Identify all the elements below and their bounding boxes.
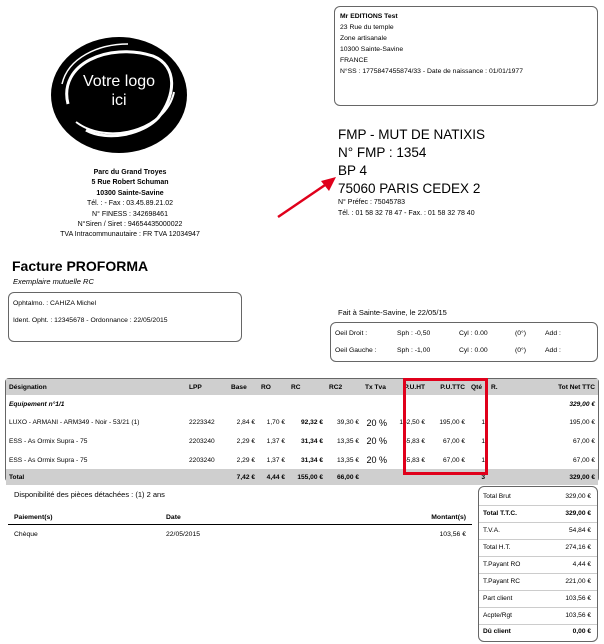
- cell-r: [488, 414, 512, 433]
- sender-finess: N° FINESS : 342698461: [92, 210, 168, 218]
- cell-lpp: 2203240: [189, 437, 215, 445]
- col-header: R.: [488, 379, 512, 395]
- total-ro: 4,44 €: [258, 469, 288, 485]
- client-ss: N°SS : 1775847455874/33 - Date de naissance : 01/01/1977: [340, 68, 523, 75]
- totals-box: [478, 486, 598, 642]
- cell-base: 2,84 €: [236, 419, 255, 427]
- col-header: RO: [258, 379, 288, 395]
- cell-lpp: 2203240: [189, 456, 215, 464]
- table-row: [8, 525, 472, 544]
- company-logo: [48, 34, 190, 156]
- cell-puht: 162,50 €: [399, 419, 425, 427]
- client-city: 10300 Sainte-Savine: [340, 46, 404, 53]
- cell-qte: 1: [481, 437, 485, 445]
- right-eye-axe: (0°): [515, 330, 527, 337]
- cell-rc2: 13,35 €: [337, 456, 359, 464]
- total-rc: 155,00 €: [288, 469, 326, 485]
- logo-line1: Votre logo: [82, 73, 156, 90]
- cell-rc: 31,34 €: [301, 437, 323, 445]
- invoice-date-line: Fait à Sainte-Savine, le 22/05/15: [338, 308, 447, 317]
- insurer-number: N° FMP : 1354: [338, 145, 427, 160]
- col-header: Paiement(s): [8, 510, 160, 525]
- col-header: LPP: [186, 379, 228, 395]
- total-base: 7,42 €: [228, 469, 258, 485]
- left-eye-sph: Sph : -1,00: [397, 347, 431, 354]
- cell-r: [488, 432, 512, 451]
- cell-qte: 1: [481, 419, 485, 427]
- items-table: [6, 379, 598, 485]
- table-total-row: [6, 469, 598, 485]
- insurer-prefec: N° Préfec : 75045783: [338, 199, 406, 206]
- cell-base: 2,29 €: [236, 437, 255, 445]
- cell-designation: LUXO - ARMANI - ARM349 - Noir - 53/21 (1): [9, 419, 140, 427]
- cell-rc2: 39,30 €: [337, 419, 359, 427]
- cell-ro: 1,37 €: [266, 456, 285, 464]
- client-country: FRANCE: [340, 57, 368, 64]
- right-eye-cyl: Cyl : 0.00: [459, 330, 488, 337]
- col-header: P.U.HT: [390, 379, 428, 395]
- payments-header-row: [8, 510, 472, 525]
- cell-tva: 20 %: [366, 436, 387, 447]
- total-net: 329,00 €: [512, 469, 598, 485]
- col-header: Montant(s): [315, 510, 472, 525]
- invoice-title: Facture PROFORMA: [12, 258, 149, 274]
- totals-row: Total Brut 329,00 €: [483, 493, 591, 500]
- cell-rc: 92,32 €: [301, 419, 323, 427]
- table-header-row: [6, 379, 598, 395]
- left-eye-axe: (0°): [515, 347, 527, 354]
- group-label: Equipement n°1/1: [9, 400, 65, 408]
- table-row: [6, 432, 598, 451]
- client-name: Mr EDITIONS Test: [340, 13, 398, 20]
- ophtalmologist-box: [8, 292, 242, 342]
- left-eye-add: Add :: [545, 347, 561, 354]
- group-total: 329,00 €: [569, 400, 595, 408]
- cell-lpp: 2223342: [189, 419, 215, 427]
- ophtalmologist-ident: Ident. Opht. : 12345678 - Ordonnance : 22/05/2015: [13, 317, 168, 324]
- payment-amount: 103,56 €: [439, 530, 466, 538]
- left-eye-label: Oeil Gauche :: [335, 347, 377, 354]
- sender-address: [40, 168, 220, 241]
- table-row: [6, 414, 598, 433]
- table-row: [6, 451, 598, 470]
- cell-qte: 1: [481, 456, 485, 464]
- insurer-city: 75060 PARIS CEDEX 2: [338, 181, 481, 196]
- insurer-tel: Tél. : 01 58 32 78 47 - Fax. : 01 58 32 78 40: [338, 209, 475, 217]
- payments-table: [8, 510, 472, 543]
- col-header: P.U.TTC: [428, 379, 468, 395]
- cell-total: 67,00 €: [573, 437, 595, 445]
- cell-puttc: 67,00 €: [443, 437, 465, 445]
- totals-row: T.Payant RO 4,44 €: [483, 561, 591, 568]
- totals-row: T.Payant RC 221,00 €: [483, 578, 591, 585]
- client-address-box: [334, 6, 598, 106]
- cell-rc2: 13,35 €: [337, 437, 359, 445]
- client-street: 23 Rue du temple: [340, 24, 394, 31]
- cell-r: [488, 451, 512, 470]
- prescription-box: [330, 322, 598, 362]
- totals-row: Total H.T. 274,16 €: [483, 544, 591, 551]
- insurer-address: [338, 126, 485, 219]
- col-header: RC2: [326, 379, 362, 395]
- sender-tel: Tél. : - Fax : 03.45.89.21.02: [87, 200, 173, 208]
- totals-row: Dû client 0,00 €: [483, 628, 591, 635]
- cell-designation: ESS - As Ormix Supra - 75: [9, 437, 88, 445]
- red-arrow-icon: [274, 175, 340, 221]
- total-qte: 3: [468, 469, 488, 485]
- totals-row: Part client 103,56 €: [483, 595, 591, 602]
- cell-puht: 55,83 €: [403, 456, 425, 464]
- price-highlight-box: [403, 378, 488, 475]
- right-eye-label: Oeil Droit :: [335, 330, 368, 337]
- cell-puttc: 195,00 €: [439, 419, 465, 427]
- col-header: Qté: [468, 379, 488, 395]
- total-rc2: 66,00 €: [326, 469, 362, 485]
- cell-puttc: 67,00 €: [443, 456, 465, 464]
- insurer-name: FMP - MUT DE NATIXIS: [338, 127, 486, 142]
- ophtalmologist-name: Ophtalmo. : CAHIZA Michel: [13, 300, 97, 307]
- cell-tva: 20 %: [366, 417, 387, 428]
- col-header: Désignation: [6, 379, 186, 395]
- left-eye-cyl: Cyl : 0.00: [459, 347, 488, 354]
- sender-tva: TVA Intracommunautaire : FR TVA 12034947: [60, 231, 200, 239]
- cell-total: 67,00 €: [573, 456, 595, 464]
- sender-siren: N°Siren / Siret : 94654435000022: [77, 221, 183, 229]
- invoice-subtitle: Exemplaire mutuelle RC: [13, 277, 94, 286]
- total-label: Total: [6, 469, 186, 485]
- totals-row: Acpte/Rgt 103,56 €: [483, 612, 591, 619]
- totals-row: Total T.T.C. 329,00 €: [483, 510, 591, 517]
- client-zone: Zone artisanale: [340, 35, 387, 42]
- cell-rc: 31,34 €: [301, 456, 323, 464]
- cell-tva: 20 %: [366, 455, 387, 466]
- col-header: RC: [288, 379, 326, 395]
- col-header: Date: [160, 510, 315, 525]
- col-header: Base: [228, 379, 258, 395]
- insurer-bp: BP 4: [338, 163, 368, 178]
- payment-mode: Chèque: [14, 530, 38, 538]
- cell-designation: ESS - As Ormix Supra - 75: [9, 456, 88, 464]
- spare-parts-availability: Disponibilité des pièces détachées : (1) 2 ans: [14, 490, 165, 499]
- col-header: Tot Net TTC: [512, 379, 598, 395]
- col-header: Tx Tva: [362, 379, 390, 395]
- cell-ro: 1,70 €: [266, 419, 285, 427]
- sender-name: Parc du Grand Troyes: [93, 169, 167, 176]
- right-eye-sph: Sph : -0,50: [397, 330, 431, 337]
- cell-ro: 1,37 €: [266, 437, 285, 445]
- table-group-row: [6, 395, 598, 414]
- totals-row: T.V.A. 54,84 €: [483, 527, 591, 534]
- cell-total: 195,00 €: [569, 419, 595, 427]
- sender-street: 5 Rue Robert Schuman: [91, 179, 169, 187]
- right-eye-add: Add :: [545, 330, 561, 337]
- payment-date: 22/05/2015: [166, 530, 201, 538]
- logo-line2: ici: [111, 92, 127, 109]
- cell-base: 2,29 €: [236, 456, 255, 464]
- cell-puht: 55,83 €: [403, 437, 425, 445]
- sender-city: 10300 Sainte-Savine: [96, 189, 164, 197]
